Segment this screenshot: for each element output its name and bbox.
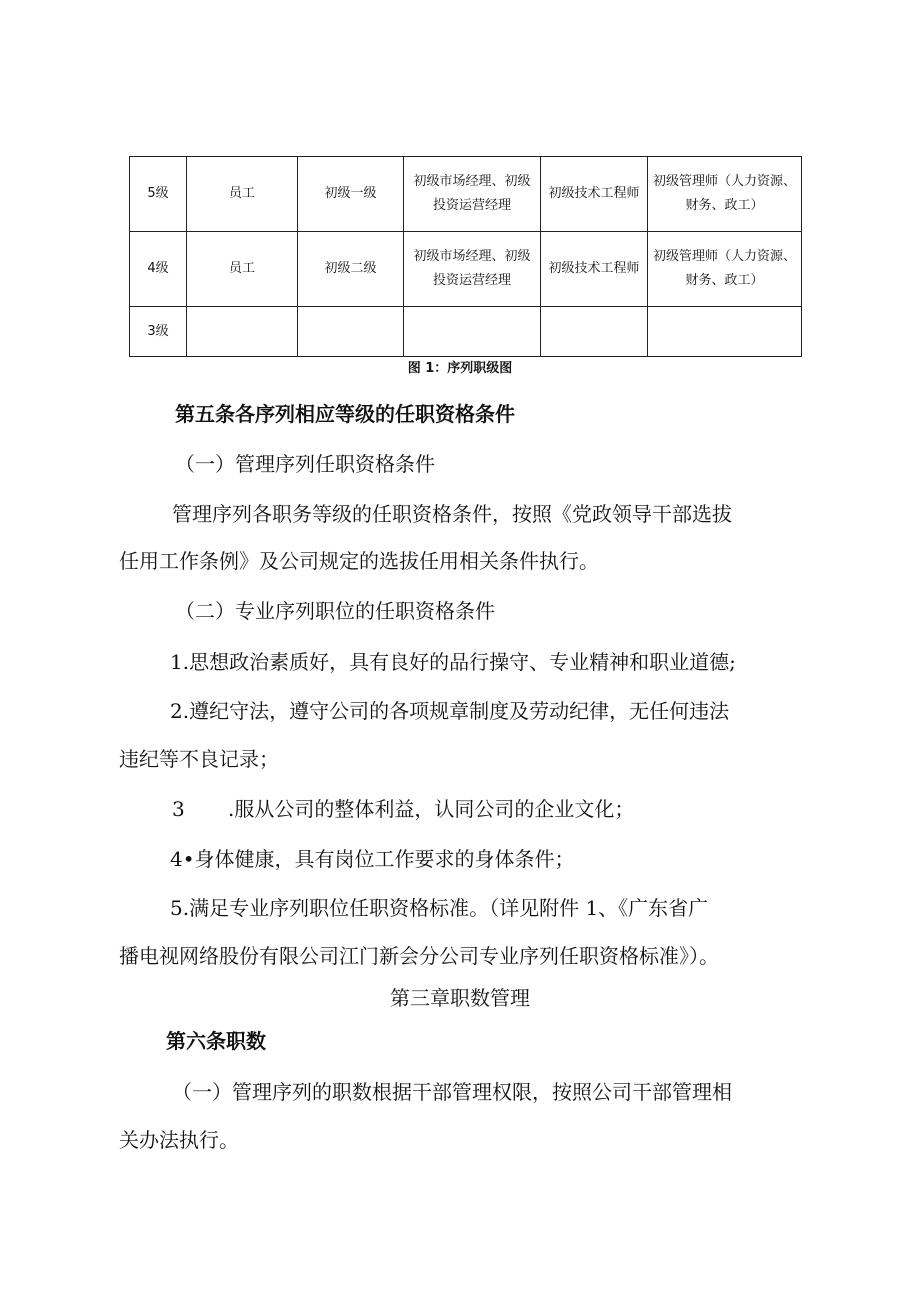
section-1-body-line-1: 管理序列各职务等级的任职资格条件，按照《党政领导干部选拔 (172, 502, 732, 526)
article-5-title: 第五条各序列相应等级的任职资格条件 (175, 402, 515, 426)
grade-cell: 4级 (130, 232, 187, 307)
table-cell: 初级技术工程师 (541, 232, 648, 307)
item-5-line-2: 播电视网络股份有限公司江门新会分公司专业序列任职资格标准》）。 (119, 944, 719, 968)
table-cell: 初级管理师（人力资源、财务、政工） (648, 157, 802, 232)
item-2-line-2: 违纪等不良记录； (119, 747, 279, 771)
table-cell (541, 307, 648, 357)
article-6-title: 第六条职数 (166, 1029, 266, 1053)
section-1-body-line-2: 任用工作条例》及公司规定的选拔任用相关条件执行。 (119, 549, 599, 573)
grade-cell: 3级 (130, 307, 187, 357)
table-cell: 员工 (187, 232, 298, 307)
table-cell: 初级管理师（人力资源、财务、政工） (648, 232, 802, 307)
article-6-section-1-line-2: 关办法执行。 (119, 1128, 239, 1152)
table-cell (648, 307, 802, 357)
table-row (130, 307, 802, 357)
table-cell (298, 307, 404, 357)
table-row (130, 157, 802, 232)
table-cell: 初级二级 (298, 232, 404, 307)
item-4: 4•身体健康，具有岗位工作要求的身体条件； (170, 847, 575, 871)
item-3-text: .服从公司的整体利益，认同公司的企业文化； (228, 797, 635, 821)
table-cell: 初级市场经理、初级投资运营经理 (404, 232, 541, 307)
section-2-title: （二）专业序列职位的任职资格条件 (175, 599, 495, 623)
section-1-title: （一）管理序列任职资格条件 (175, 452, 435, 476)
table-cell: 初级技术工程师 (541, 157, 648, 232)
table-cell (187, 307, 298, 357)
item-3-number: 3 (172, 797, 185, 821)
figure-caption: 图 1：序列职级图 (407, 361, 513, 376)
chapter-3-title: 第三章职数管理 (390, 986, 530, 1010)
article-6-section-1-line-1: （一）管理序列的职数根据干部管理权限，按照公司干部管理相 (172, 1080, 732, 1104)
item-1: 1.思想政治素质好，具有良好的品行操守、专业精神和职业道德; (170, 650, 736, 674)
grade-cell: 5级 (130, 157, 187, 232)
item-5-line-1: 5.满足专业序列职位任职资格标准。（详见附件 1、《广东省广 (170, 896, 709, 920)
item-2-line-1: 2.遵纪守法，遵守公司的各项规章制度及劳动纪律，无任何违法 (170, 699, 730, 723)
table-cell: 初级市场经理、初级投资运营经理 (404, 157, 541, 232)
table-cell (404, 307, 541, 357)
table-cell: 初级一级 (298, 157, 404, 232)
table-row (130, 232, 802, 307)
table-cell: 员工 (187, 157, 298, 232)
grade-table (129, 156, 802, 357)
